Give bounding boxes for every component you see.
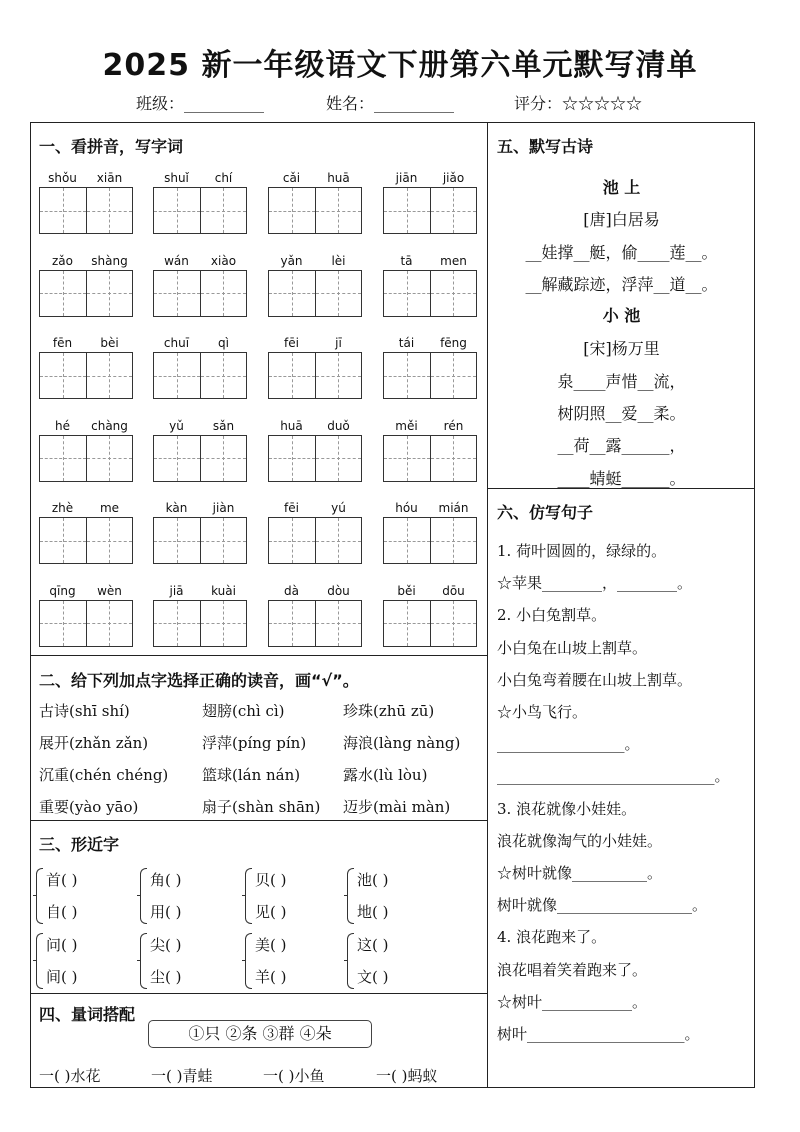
name-field[interactable]: 姓名：__________ xyxy=(326,94,455,113)
writing-box[interactable] xyxy=(384,188,430,233)
pinyin-syllable: fēi xyxy=(284,501,299,515)
writing-box[interactable] xyxy=(40,601,86,646)
pinyin-word-group xyxy=(383,501,477,564)
writing-box[interactable] xyxy=(430,436,477,481)
writing-box[interactable] xyxy=(154,353,200,398)
pinyin-label xyxy=(39,584,133,600)
writing-box[interactable] xyxy=(315,271,362,316)
pinyin-syllable: fēng xyxy=(440,336,467,350)
writing-grid xyxy=(268,270,362,317)
similar-char-item[interactable]: 贝( ) xyxy=(255,871,287,889)
pinyin-label xyxy=(268,501,362,517)
pinyin-label xyxy=(153,336,247,352)
similar-char-item[interactable]: 首( ) xyxy=(46,871,78,889)
pinyin-label xyxy=(268,584,362,600)
writing-box[interactable] xyxy=(154,188,200,233)
writing-box[interactable] xyxy=(269,436,315,481)
similar-char-pair xyxy=(357,864,388,928)
writing-box[interactable] xyxy=(384,271,430,316)
writing-box[interactable] xyxy=(384,601,430,646)
pinyin-syllable: shàng xyxy=(91,253,128,268)
similar-char-item[interactable]: 尘( ) xyxy=(150,968,182,986)
writing-box[interactable] xyxy=(384,353,430,398)
pinyin-label xyxy=(383,419,477,435)
writing-box[interactable] xyxy=(269,353,315,398)
pinyin-label xyxy=(153,254,247,270)
similar-char-item[interactable]: 见( ) xyxy=(255,903,287,921)
similar-char-pair xyxy=(255,929,286,993)
similar-char-item[interactable]: 角( ) xyxy=(150,871,182,889)
writing-box[interactable] xyxy=(315,353,362,398)
poem2-title: 小 池 xyxy=(602,306,641,325)
pinyin-label xyxy=(268,419,362,435)
pinyin-label xyxy=(39,501,133,517)
pinyin-word-group xyxy=(268,171,362,234)
poem2-line: 泉____声惜__流， xyxy=(557,372,686,391)
pinyin-label xyxy=(268,254,362,270)
imitation-line: 小白兔弯着腰在山坡上割草。 xyxy=(497,670,693,689)
divider-s1-s2 xyxy=(30,655,487,656)
imitation-line: 4. 浪花跑来了。 xyxy=(497,928,607,947)
imitation-line: 浪花唱着笑着跑来了。 xyxy=(497,960,648,979)
similar-char-item[interactable]: 美( ) xyxy=(255,936,287,954)
section1-title: 一、看拼音，写字词 xyxy=(39,137,184,156)
divider-s3-s4 xyxy=(30,993,487,994)
pinyin-syllable: duǒ xyxy=(327,418,350,433)
section6-title: 六、仿写句子 xyxy=(497,503,594,522)
pinyin-syllable: xiān xyxy=(96,171,123,185)
poem2-line: 树阴照__爱__柔。 xyxy=(557,404,686,423)
writing-box[interactable] xyxy=(40,271,86,316)
writing-box[interactable] xyxy=(269,518,315,563)
section5-title: 五、默写古诗 xyxy=(497,137,594,156)
imitation-line[interactable]: ☆树叶____________。 xyxy=(497,992,648,1011)
pinyin-syllable: chuī xyxy=(163,336,190,350)
imitation-line: ☆小鸟飞行。 xyxy=(497,703,588,721)
writing-grid xyxy=(153,600,247,647)
writing-box[interactable] xyxy=(40,353,86,398)
pinyin-syllable: dà xyxy=(284,583,299,598)
similar-char-item[interactable]: 间( ) xyxy=(46,968,78,986)
pinyin-label xyxy=(383,584,477,600)
writing-box[interactable] xyxy=(269,601,315,646)
writing-grid xyxy=(153,270,247,317)
pinyin-word-group xyxy=(39,584,133,647)
pinyin-word-group xyxy=(39,254,133,317)
reading-choice[interactable]: 浮萍(píng pín) xyxy=(202,734,307,752)
similar-char-pair xyxy=(46,929,77,993)
pinyin-syllable: rén xyxy=(443,418,464,433)
pinyin-syllable: zǎo xyxy=(52,253,73,268)
writing-box[interactable] xyxy=(269,271,315,316)
pinyin-syllable: měi xyxy=(395,418,418,433)
writing-box[interactable] xyxy=(315,601,362,646)
writing-box[interactable] xyxy=(200,271,247,316)
imitation-line[interactable]: ☆树叶就像__________。 xyxy=(497,864,663,882)
reading-choice[interactable]: 沉重(chén chéng) xyxy=(39,766,169,784)
similar-char-item[interactable]: 用( ) xyxy=(150,903,182,921)
similar-char-item[interactable]: 羊( ) xyxy=(255,968,287,986)
writing-box[interactable] xyxy=(384,518,430,563)
similar-char-item[interactable]: 池( ) xyxy=(357,871,389,889)
writing-box[interactable] xyxy=(154,518,200,563)
pinyin-syllable: fēn xyxy=(52,336,73,350)
imitation-line[interactable]: _____________________________。 xyxy=(497,767,730,786)
brace-icon xyxy=(36,933,43,989)
writing-grid xyxy=(39,517,133,564)
pinyin-label xyxy=(383,254,477,270)
pinyin-syllable: chí xyxy=(214,171,233,185)
pinyin-syllable: qì xyxy=(218,336,229,350)
writing-grid xyxy=(268,600,362,647)
writing-box[interactable] xyxy=(86,188,133,233)
writing-box[interactable] xyxy=(269,188,315,233)
pinyin-word-group xyxy=(268,254,362,317)
writing-box[interactable] xyxy=(40,518,86,563)
writing-box[interactable] xyxy=(430,518,477,563)
pinyin-syllable: hóu xyxy=(395,501,418,515)
writing-box[interactable] xyxy=(315,518,362,563)
writing-grid xyxy=(153,187,247,234)
pinyin-word-group xyxy=(153,254,247,317)
pinyin-syllable: kuài xyxy=(211,583,236,598)
brace-icon xyxy=(36,868,43,924)
writing-box[interactable] xyxy=(430,188,477,233)
pinyin-syllable: jiān xyxy=(395,171,418,185)
pinyin-syllable: mián xyxy=(438,501,469,515)
pinyin-label xyxy=(39,336,133,352)
brace-icon xyxy=(347,868,354,924)
pinyin-syllable: wèn xyxy=(97,583,122,598)
pinyin-word-group xyxy=(39,171,133,234)
writing-grid xyxy=(383,270,477,317)
pinyin-syllable: jiā xyxy=(169,583,184,598)
similar-char-item[interactable]: 尖( ) xyxy=(150,936,182,954)
poem1-line: __娃撑__艇，偷____莲__。 xyxy=(525,243,718,262)
pinyin-syllable: me xyxy=(99,501,120,515)
writing-grid xyxy=(39,352,133,399)
similar-char-item[interactable]: 问( ) xyxy=(46,936,78,954)
brace-icon xyxy=(245,868,252,924)
writing-grid xyxy=(383,187,477,234)
writing-box[interactable] xyxy=(86,353,133,398)
imitation-line: 小白兔在山坡上割草。 xyxy=(497,638,648,657)
pinyin-syllable: jiàn xyxy=(212,501,235,515)
poem1-line: __解藏踪迹，浮萍__道__。 xyxy=(525,275,718,294)
reading-choice[interactable]: 珍珠(zhū zū) xyxy=(343,702,435,720)
writing-box[interactable] xyxy=(200,353,247,398)
writing-box[interactable] xyxy=(86,436,133,481)
pinyin-syllable: lèi xyxy=(331,253,346,268)
measure-word-item[interactable]: 一( )青蛙 xyxy=(151,1067,213,1085)
pinyin-word-group xyxy=(383,419,477,482)
column-divider xyxy=(487,122,488,1088)
pinyin-syllable: tā xyxy=(400,253,413,268)
pinyin-label xyxy=(153,501,247,517)
writing-box[interactable] xyxy=(154,436,200,481)
pinyin-syllable: dōu xyxy=(442,583,465,598)
reading-choice[interactable]: 翅膀(chì cì) xyxy=(202,702,285,720)
writing-grid xyxy=(268,352,362,399)
pinyin-word-group xyxy=(383,171,477,234)
imitation-line: 2. 小白兔割草。 xyxy=(497,606,607,625)
pinyin-syllable: men xyxy=(440,253,467,268)
similar-char-item[interactable]: 地( ) xyxy=(357,903,389,921)
similar-char-item[interactable]: 自( ) xyxy=(46,903,78,921)
similar-char-pair xyxy=(150,864,181,928)
section4-title: 四、量词搭配 xyxy=(39,1005,136,1024)
brace-icon xyxy=(347,933,354,989)
writing-box[interactable] xyxy=(200,518,247,563)
imitation-line[interactable]: 树叶就像__________________。 xyxy=(497,896,708,915)
reading-choice[interactable]: 展开(zhǎn zǎn) xyxy=(39,734,149,752)
pinyin-syllable: yǔ xyxy=(169,418,184,433)
pinyin-label xyxy=(153,419,247,435)
pinyin-label xyxy=(39,171,133,187)
writing-grid xyxy=(383,435,477,482)
imitation-line[interactable]: ☆苹果________，________。 xyxy=(497,574,693,593)
poem1-author: [唐]白居易 xyxy=(583,210,660,229)
writing-box[interactable] xyxy=(86,271,133,316)
similar-char-pair xyxy=(357,929,388,993)
writing-grid xyxy=(268,435,362,482)
pinyin-syllable: cǎi xyxy=(282,171,301,185)
writing-grid xyxy=(153,435,247,482)
writing-box[interactable] xyxy=(154,271,200,316)
similar-char-pair xyxy=(150,929,181,993)
writing-box[interactable] xyxy=(200,188,247,233)
pinyin-word-group xyxy=(153,584,247,647)
writing-box[interactable] xyxy=(40,188,86,233)
pinyin-word-group xyxy=(39,336,133,399)
pinyin-syllable: shǒu xyxy=(48,171,77,185)
similar-char-pair xyxy=(46,864,77,928)
pinyin-word-group xyxy=(383,336,477,399)
pinyin-syllable: yú xyxy=(331,501,346,515)
writing-box[interactable] xyxy=(430,271,477,316)
pinyin-syllable: jiǎo xyxy=(442,171,465,185)
pinyin-syllable: kàn xyxy=(165,501,188,515)
writing-box[interactable] xyxy=(200,601,247,646)
writing-grid xyxy=(153,352,247,399)
pinyin-label xyxy=(39,254,133,270)
pinyin-syllable: zhè xyxy=(51,501,74,515)
imitation-line: 浪花就像淘气的小娃娃。 xyxy=(497,831,663,850)
pinyin-label xyxy=(153,171,247,187)
pinyin-syllable: shuǐ xyxy=(164,171,189,185)
writing-grid xyxy=(153,517,247,564)
section3-title: 三、形近字 xyxy=(39,835,120,854)
imitation-line[interactable]: _________________。 xyxy=(497,735,640,754)
pinyin-syllable: běi xyxy=(397,583,416,598)
writing-box[interactable] xyxy=(315,188,362,233)
imitation-line[interactable]: 树叶_____________________。 xyxy=(497,1025,700,1043)
class-field[interactable]: 班级：__________ xyxy=(136,94,265,113)
writing-grid xyxy=(39,435,133,482)
pinyin-word-group xyxy=(268,584,362,647)
pinyin-word-group xyxy=(383,584,477,647)
pinyin-word-group xyxy=(153,171,247,234)
divider-s2-s3 xyxy=(30,820,487,821)
pinyin-syllable: huā xyxy=(327,171,350,185)
similar-char-item[interactable]: 这( ) xyxy=(357,936,389,954)
similar-char-pair xyxy=(255,864,286,928)
reading-choice[interactable]: 古诗(shī shí) xyxy=(39,702,130,720)
pinyin-syllable: fēi xyxy=(284,336,299,350)
writing-grid xyxy=(383,600,477,647)
reading-choice[interactable]: 海浪(làng nàng) xyxy=(343,734,461,752)
pinyin-word-group xyxy=(39,419,133,482)
pinyin-word-group xyxy=(39,501,133,564)
pinyin-syllable: tái xyxy=(398,336,415,350)
brace-icon xyxy=(245,933,252,989)
writing-grid xyxy=(268,517,362,564)
pinyin-label xyxy=(39,419,133,435)
pinyin-label xyxy=(153,584,247,600)
pinyin-word-group xyxy=(383,254,477,317)
similar-char-item[interactable]: 文( ) xyxy=(357,968,389,986)
writing-box[interactable] xyxy=(315,436,362,481)
reading-choice[interactable]: 扇子(shàn shān) xyxy=(202,798,321,816)
pinyin-word-group xyxy=(153,336,247,399)
writing-grid xyxy=(383,352,477,399)
writing-box[interactable] xyxy=(200,436,247,481)
writing-box[interactable] xyxy=(384,436,430,481)
writing-grid xyxy=(383,517,477,564)
pinyin-label xyxy=(268,336,362,352)
measure-word-item[interactable]: 一( )蚂蚁 xyxy=(376,1067,438,1085)
imitation-line: 3. 浪花就像小娃娃。 xyxy=(497,799,637,818)
score-field: 评分：☆☆☆☆☆ xyxy=(514,94,643,113)
pinyin-syllable: hé xyxy=(55,418,70,433)
pinyin-label xyxy=(268,171,362,187)
writing-box[interactable] xyxy=(430,601,477,646)
pinyin-word-group xyxy=(268,419,362,482)
poem2-line: ____蜻蜓______。 xyxy=(557,469,686,488)
brace-icon xyxy=(140,868,147,924)
pinyin-syllable: qīng xyxy=(49,583,76,598)
pinyin-syllable: wán xyxy=(164,253,189,268)
pinyin-label xyxy=(383,336,477,352)
reading-choice[interactable]: 露水(lù lòu) xyxy=(343,766,428,784)
writing-grid xyxy=(268,187,362,234)
measure-word-item[interactable]: 一( )小鱼 xyxy=(263,1067,325,1085)
pinyin-word-group xyxy=(268,336,362,399)
writing-box[interactable] xyxy=(430,353,477,398)
poem2-author: [宋]杨万里 xyxy=(583,339,660,358)
writing-box[interactable] xyxy=(86,518,133,563)
pinyin-syllable: huā xyxy=(280,418,303,433)
brace-icon xyxy=(140,933,147,989)
reading-choice[interactable]: 重要(yào yāo) xyxy=(39,798,139,816)
pinyin-syllable: dòu xyxy=(327,583,350,598)
pinyin-word-group xyxy=(153,419,247,482)
writing-grid xyxy=(39,270,133,317)
pinyin-syllable: bèi xyxy=(100,336,119,350)
pinyin-syllable: jī xyxy=(335,336,342,350)
reading-choice[interactable]: 迈步(mài màn) xyxy=(343,798,451,816)
pinyin-label xyxy=(383,501,477,517)
pinyin-syllable: xiào xyxy=(210,253,237,268)
reading-choice[interactable]: 篮球(lán nán) xyxy=(202,766,301,784)
writing-box[interactable] xyxy=(86,601,133,646)
writing-box[interactable] xyxy=(40,436,86,481)
pinyin-word-group xyxy=(153,501,247,564)
section2-title: 二、给下列加点字选择正确的读音，画“√”。 xyxy=(39,671,359,690)
poem2-line: __荷__露______， xyxy=(557,436,686,455)
measure-word-options: ①只 ②条 ③群 ④朵 xyxy=(148,1020,372,1048)
pinyin-syllable: chàng xyxy=(91,418,128,433)
imitation-line: 1. 荷叶圆圆的，绿绿的。 xyxy=(497,542,667,560)
measure-word-item[interactable]: 一( )水花 xyxy=(39,1067,101,1085)
pinyin-label xyxy=(383,171,477,187)
poem1-title: 池 上 xyxy=(602,178,641,197)
page-title: 2025 新一年级语文下册第六单元默写清单 xyxy=(102,48,698,83)
writing-box[interactable] xyxy=(154,601,200,646)
writing-grid xyxy=(39,187,133,234)
pinyin-syllable: yǎn xyxy=(280,253,303,268)
pinyin-syllable: sǎn xyxy=(212,418,235,433)
pinyin-word-group xyxy=(268,501,362,564)
writing-grid xyxy=(39,600,133,647)
